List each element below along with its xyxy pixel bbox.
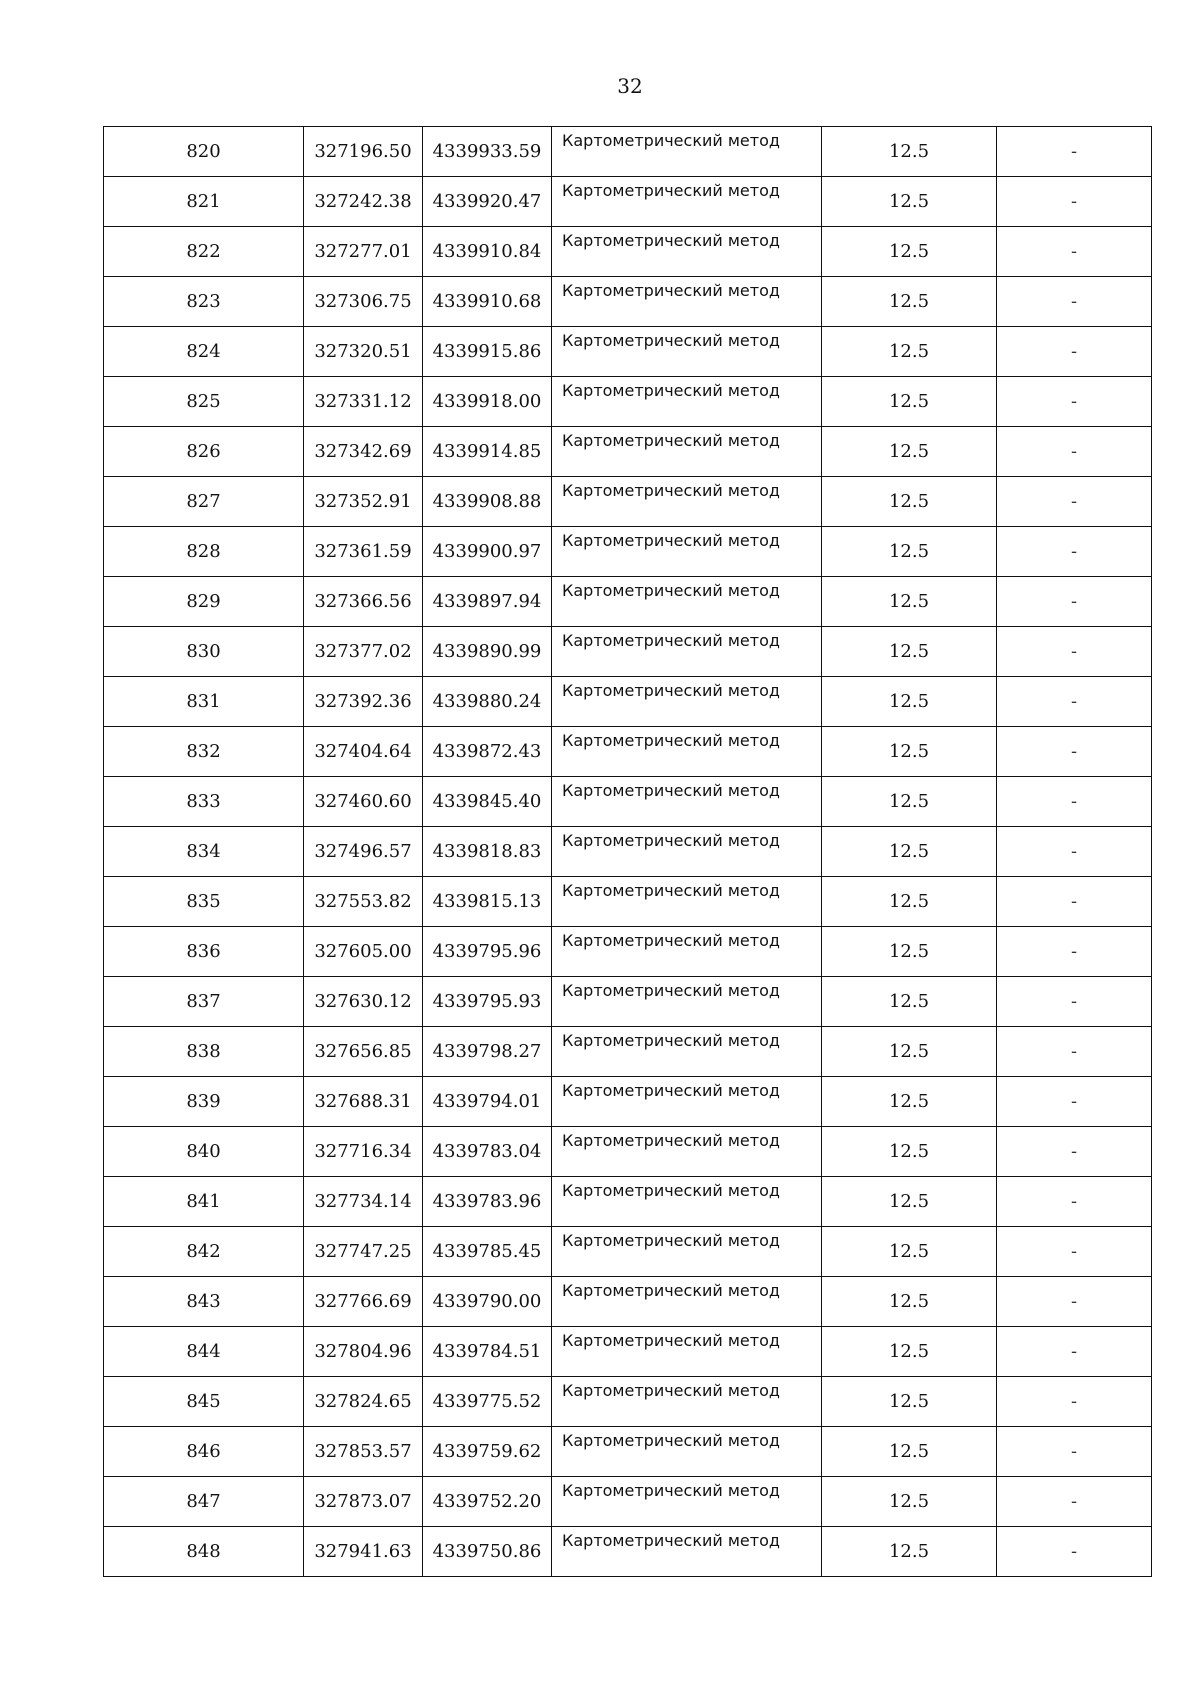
x-coordinate-cell: 327853.57 — [304, 1427, 423, 1477]
accuracy-cell: 12.5 — [822, 1027, 997, 1077]
method-cell: Картометрический метод — [552, 1177, 822, 1227]
table-row — [104, 477, 1152, 527]
table-row — [104, 377, 1152, 427]
accuracy-cell: 12.5 — [822, 427, 997, 477]
point-number-cell: 841 — [104, 1177, 304, 1227]
y-coordinate-cell: 4339872.43 — [423, 727, 552, 777]
point-number-cell: 822 — [104, 227, 304, 277]
table-row — [104, 1277, 1152, 1327]
point-number-cell: 848 — [104, 1527, 304, 1577]
x-coordinate-cell: 327804.96 — [304, 1327, 423, 1377]
description-cell: - — [997, 127, 1152, 177]
method-cell: Картометрический метод — [552, 427, 822, 477]
point-number-cell: 840 — [104, 1127, 304, 1177]
x-coordinate-cell: 327656.85 — [304, 1027, 423, 1077]
x-coordinate-cell: 327824.65 — [304, 1377, 423, 1427]
coordinates-table — [103, 126, 1152, 1577]
accuracy-cell: 12.5 — [822, 1477, 997, 1527]
description-cell: - — [997, 327, 1152, 377]
method-cell: Картометрический метод — [552, 827, 822, 877]
x-coordinate-cell: 327342.69 — [304, 427, 423, 477]
table-row — [104, 427, 1152, 477]
y-coordinate-cell: 4339798.27 — [423, 1027, 552, 1077]
table-row — [104, 777, 1152, 827]
x-coordinate-cell: 327404.64 — [304, 727, 423, 777]
method-cell: Картометрический метод — [552, 1277, 822, 1327]
point-number-cell: 830 — [104, 627, 304, 677]
x-coordinate-cell: 327553.82 — [304, 877, 423, 927]
y-coordinate-cell: 4339790.00 — [423, 1277, 552, 1327]
description-cell: - — [997, 377, 1152, 427]
accuracy-cell: 12.5 — [822, 527, 997, 577]
x-coordinate-cell: 327277.01 — [304, 227, 423, 277]
method-cell: Картометрический метод — [552, 1477, 822, 1527]
x-coordinate-cell: 327766.69 — [304, 1277, 423, 1327]
y-coordinate-cell: 4339759.62 — [423, 1427, 552, 1477]
y-coordinate-cell: 4339818.83 — [423, 827, 552, 877]
description-cell: - — [997, 1177, 1152, 1227]
description-cell: - — [997, 177, 1152, 227]
x-coordinate-cell: 327630.12 — [304, 977, 423, 1027]
table-row — [104, 327, 1152, 377]
point-number-cell: 820 — [104, 127, 304, 177]
point-number-cell: 839 — [104, 1077, 304, 1127]
table-row — [104, 1377, 1152, 1427]
y-coordinate-cell: 4339750.86 — [423, 1527, 552, 1577]
point-number-cell: 845 — [104, 1377, 304, 1427]
point-number-cell: 847 — [104, 1477, 304, 1527]
table-row — [104, 1227, 1152, 1277]
accuracy-cell: 12.5 — [822, 127, 997, 177]
y-coordinate-cell: 4339920.47 — [423, 177, 552, 227]
method-cell: Картометрический метод — [552, 1327, 822, 1377]
method-cell: Картометрический метод — [552, 1127, 822, 1177]
description-cell: - — [997, 727, 1152, 777]
y-coordinate-cell: 4339908.88 — [423, 477, 552, 527]
method-cell: Картометрический метод — [552, 327, 822, 377]
method-cell: Картометрический метод — [552, 577, 822, 627]
table-row — [104, 1177, 1152, 1227]
accuracy-cell: 12.5 — [822, 477, 997, 527]
table-row — [104, 1527, 1152, 1577]
table-row — [104, 177, 1152, 227]
point-number-cell: 825 — [104, 377, 304, 427]
method-cell: Картометрический метод — [552, 1527, 822, 1577]
method-cell: Картометрический метод — [552, 977, 822, 1027]
x-coordinate-cell: 327306.75 — [304, 277, 423, 327]
accuracy-cell: 12.5 — [822, 327, 997, 377]
description-cell: - — [997, 1427, 1152, 1477]
table-row — [104, 677, 1152, 727]
x-coordinate-cell: 327366.56 — [304, 577, 423, 627]
accuracy-cell: 12.5 — [822, 977, 997, 1027]
method-cell: Картометрический метод — [552, 1077, 822, 1127]
y-coordinate-cell: 4339795.96 — [423, 927, 552, 977]
description-cell: - — [997, 1527, 1152, 1577]
x-coordinate-cell: 327361.59 — [304, 527, 423, 577]
y-coordinate-cell: 4339900.97 — [423, 527, 552, 577]
y-coordinate-cell: 4339933.59 — [423, 127, 552, 177]
accuracy-cell: 12.5 — [822, 1077, 997, 1127]
accuracy-cell: 12.5 — [822, 627, 997, 677]
method-cell: Картометрический метод — [552, 1227, 822, 1277]
x-coordinate-cell: 327331.12 — [304, 377, 423, 427]
table-row — [104, 627, 1152, 677]
x-coordinate-cell: 327941.63 — [304, 1527, 423, 1577]
y-coordinate-cell: 4339784.51 — [423, 1327, 552, 1377]
description-cell: - — [997, 477, 1152, 527]
point-number-cell: 833 — [104, 777, 304, 827]
description-cell: - — [997, 677, 1152, 727]
x-coordinate-cell: 327352.91 — [304, 477, 423, 527]
description-cell: - — [997, 1227, 1152, 1277]
method-cell: Картометрический метод — [552, 277, 822, 327]
y-coordinate-cell: 4339897.94 — [423, 577, 552, 627]
method-cell: Картометрический метод — [552, 177, 822, 227]
x-coordinate-cell: 327392.36 — [304, 677, 423, 727]
method-cell: Картометрический метод — [552, 727, 822, 777]
table-row — [104, 1077, 1152, 1127]
table-row — [104, 927, 1152, 977]
x-coordinate-cell: 327688.31 — [304, 1077, 423, 1127]
point-number-cell: 826 — [104, 427, 304, 477]
point-number-cell: 837 — [104, 977, 304, 1027]
accuracy-cell: 12.5 — [822, 727, 997, 777]
description-cell: - — [997, 1377, 1152, 1427]
accuracy-cell: 12.5 — [822, 1327, 997, 1377]
accuracy-cell: 12.5 — [822, 827, 997, 877]
y-coordinate-cell: 4339785.45 — [423, 1227, 552, 1277]
point-number-cell: 834 — [104, 827, 304, 877]
accuracy-cell: 12.5 — [822, 677, 997, 727]
point-number-cell: 835 — [104, 877, 304, 927]
point-number-cell: 832 — [104, 727, 304, 777]
description-cell: - — [997, 827, 1152, 877]
point-number-cell: 821 — [104, 177, 304, 227]
point-number-cell: 842 — [104, 1227, 304, 1277]
description-cell: - — [997, 1027, 1152, 1077]
method-cell: Картометрический метод — [552, 527, 822, 577]
x-coordinate-cell: 327747.25 — [304, 1227, 423, 1277]
point-number-cell: 836 — [104, 927, 304, 977]
method-cell: Картометрический метод — [552, 127, 822, 177]
x-coordinate-cell: 327496.57 — [304, 827, 423, 877]
accuracy-cell: 12.5 — [822, 1177, 997, 1227]
table-row — [104, 877, 1152, 927]
x-coordinate-cell: 327716.34 — [304, 1127, 423, 1177]
x-coordinate-cell: 327377.02 — [304, 627, 423, 677]
y-coordinate-cell: 4339815.13 — [423, 877, 552, 927]
accuracy-cell: 12.5 — [822, 577, 997, 627]
y-coordinate-cell: 4339918.00 — [423, 377, 552, 427]
point-number-cell: 838 — [104, 1027, 304, 1077]
y-coordinate-cell: 4339880.24 — [423, 677, 552, 727]
method-cell: Картометрический метод — [552, 677, 822, 727]
x-coordinate-cell: 327873.07 — [304, 1477, 423, 1527]
point-number-cell: 827 — [104, 477, 304, 527]
x-coordinate-cell: 327196.50 — [304, 127, 423, 177]
y-coordinate-cell: 4339783.04 — [423, 1127, 552, 1177]
table-row — [104, 277, 1152, 327]
table-row — [104, 527, 1152, 577]
accuracy-cell: 12.5 — [822, 377, 997, 427]
table-row — [104, 1427, 1152, 1477]
y-coordinate-cell: 4339794.01 — [423, 1077, 552, 1127]
accuracy-cell: 12.5 — [822, 1427, 997, 1477]
description-cell: - — [997, 527, 1152, 577]
method-cell: Картометрический метод — [552, 627, 822, 677]
accuracy-cell: 12.5 — [822, 277, 997, 327]
method-cell: Картометрический метод — [552, 927, 822, 977]
description-cell: - — [997, 227, 1152, 277]
accuracy-cell: 12.5 — [822, 1377, 997, 1427]
table-row — [104, 977, 1152, 1027]
point-number-cell: 846 — [104, 1427, 304, 1477]
description-cell: - — [997, 1277, 1152, 1327]
method-cell: Картометрический метод — [552, 1027, 822, 1077]
table-row — [104, 1477, 1152, 1527]
y-coordinate-cell: 4339910.68 — [423, 277, 552, 327]
accuracy-cell: 12.5 — [822, 877, 997, 927]
table-row — [104, 577, 1152, 627]
description-cell: - — [997, 577, 1152, 627]
table-row — [104, 1127, 1152, 1177]
y-coordinate-cell: 4339752.20 — [423, 1477, 552, 1527]
description-cell: - — [997, 977, 1152, 1027]
y-coordinate-cell: 4339783.96 — [423, 1177, 552, 1227]
x-coordinate-cell: 327460.60 — [304, 777, 423, 827]
point-number-cell: 844 — [104, 1327, 304, 1377]
table-row — [104, 1027, 1152, 1077]
table-row — [104, 127, 1152, 177]
page-number: 32 — [617, 74, 643, 98]
description-cell: - — [997, 1477, 1152, 1527]
x-coordinate-cell: 327605.00 — [304, 927, 423, 977]
description-cell: - — [997, 1127, 1152, 1177]
description-cell: - — [997, 927, 1152, 977]
table-row — [104, 827, 1152, 877]
point-number-cell: 823 — [104, 277, 304, 327]
accuracy-cell: 12.5 — [822, 227, 997, 277]
method-cell: Картометрический метод — [552, 777, 822, 827]
method-cell: Картометрический метод — [552, 1427, 822, 1477]
description-cell: - — [997, 627, 1152, 677]
y-coordinate-cell: 4339914.85 — [423, 427, 552, 477]
accuracy-cell: 12.5 — [822, 927, 997, 977]
coordinates-table-body — [104, 127, 1152, 1577]
y-coordinate-cell: 4339775.52 — [423, 1377, 552, 1427]
point-number-cell: 824 — [104, 327, 304, 377]
description-cell: - — [997, 1327, 1152, 1377]
y-coordinate-cell: 4339795.93 — [423, 977, 552, 1027]
description-cell: - — [997, 877, 1152, 927]
accuracy-cell: 12.5 — [822, 177, 997, 227]
method-cell: Картометрический метод — [552, 877, 822, 927]
point-number-cell: 828 — [104, 527, 304, 577]
x-coordinate-cell: 327242.38 — [304, 177, 423, 227]
point-number-cell: 829 — [104, 577, 304, 627]
x-coordinate-cell: 327734.14 — [304, 1177, 423, 1227]
accuracy-cell: 12.5 — [822, 1527, 997, 1577]
description-cell: - — [997, 277, 1152, 327]
method-cell: Картометрический метод — [552, 1377, 822, 1427]
method-cell: Картометрический метод — [552, 477, 822, 527]
method-cell: Картометрический метод — [552, 377, 822, 427]
accuracy-cell: 12.5 — [822, 1277, 997, 1327]
y-coordinate-cell: 4339845.40 — [423, 777, 552, 827]
point-number-cell: 843 — [104, 1277, 304, 1327]
description-cell: - — [997, 427, 1152, 477]
table-row — [104, 727, 1152, 777]
y-coordinate-cell: 4339915.86 — [423, 327, 552, 377]
accuracy-cell: 12.5 — [822, 1227, 997, 1277]
description-cell: - — [997, 777, 1152, 827]
table-row — [104, 227, 1152, 277]
y-coordinate-cell: 4339910.84 — [423, 227, 552, 277]
accuracy-cell: 12.5 — [822, 1127, 997, 1177]
x-coordinate-cell: 327320.51 — [304, 327, 423, 377]
point-number-cell: 831 — [104, 677, 304, 727]
description-cell: - — [997, 1077, 1152, 1127]
table-row — [104, 1327, 1152, 1377]
y-coordinate-cell: 4339890.99 — [423, 627, 552, 677]
method-cell: Картометрический метод — [552, 227, 822, 277]
accuracy-cell: 12.5 — [822, 777, 997, 827]
